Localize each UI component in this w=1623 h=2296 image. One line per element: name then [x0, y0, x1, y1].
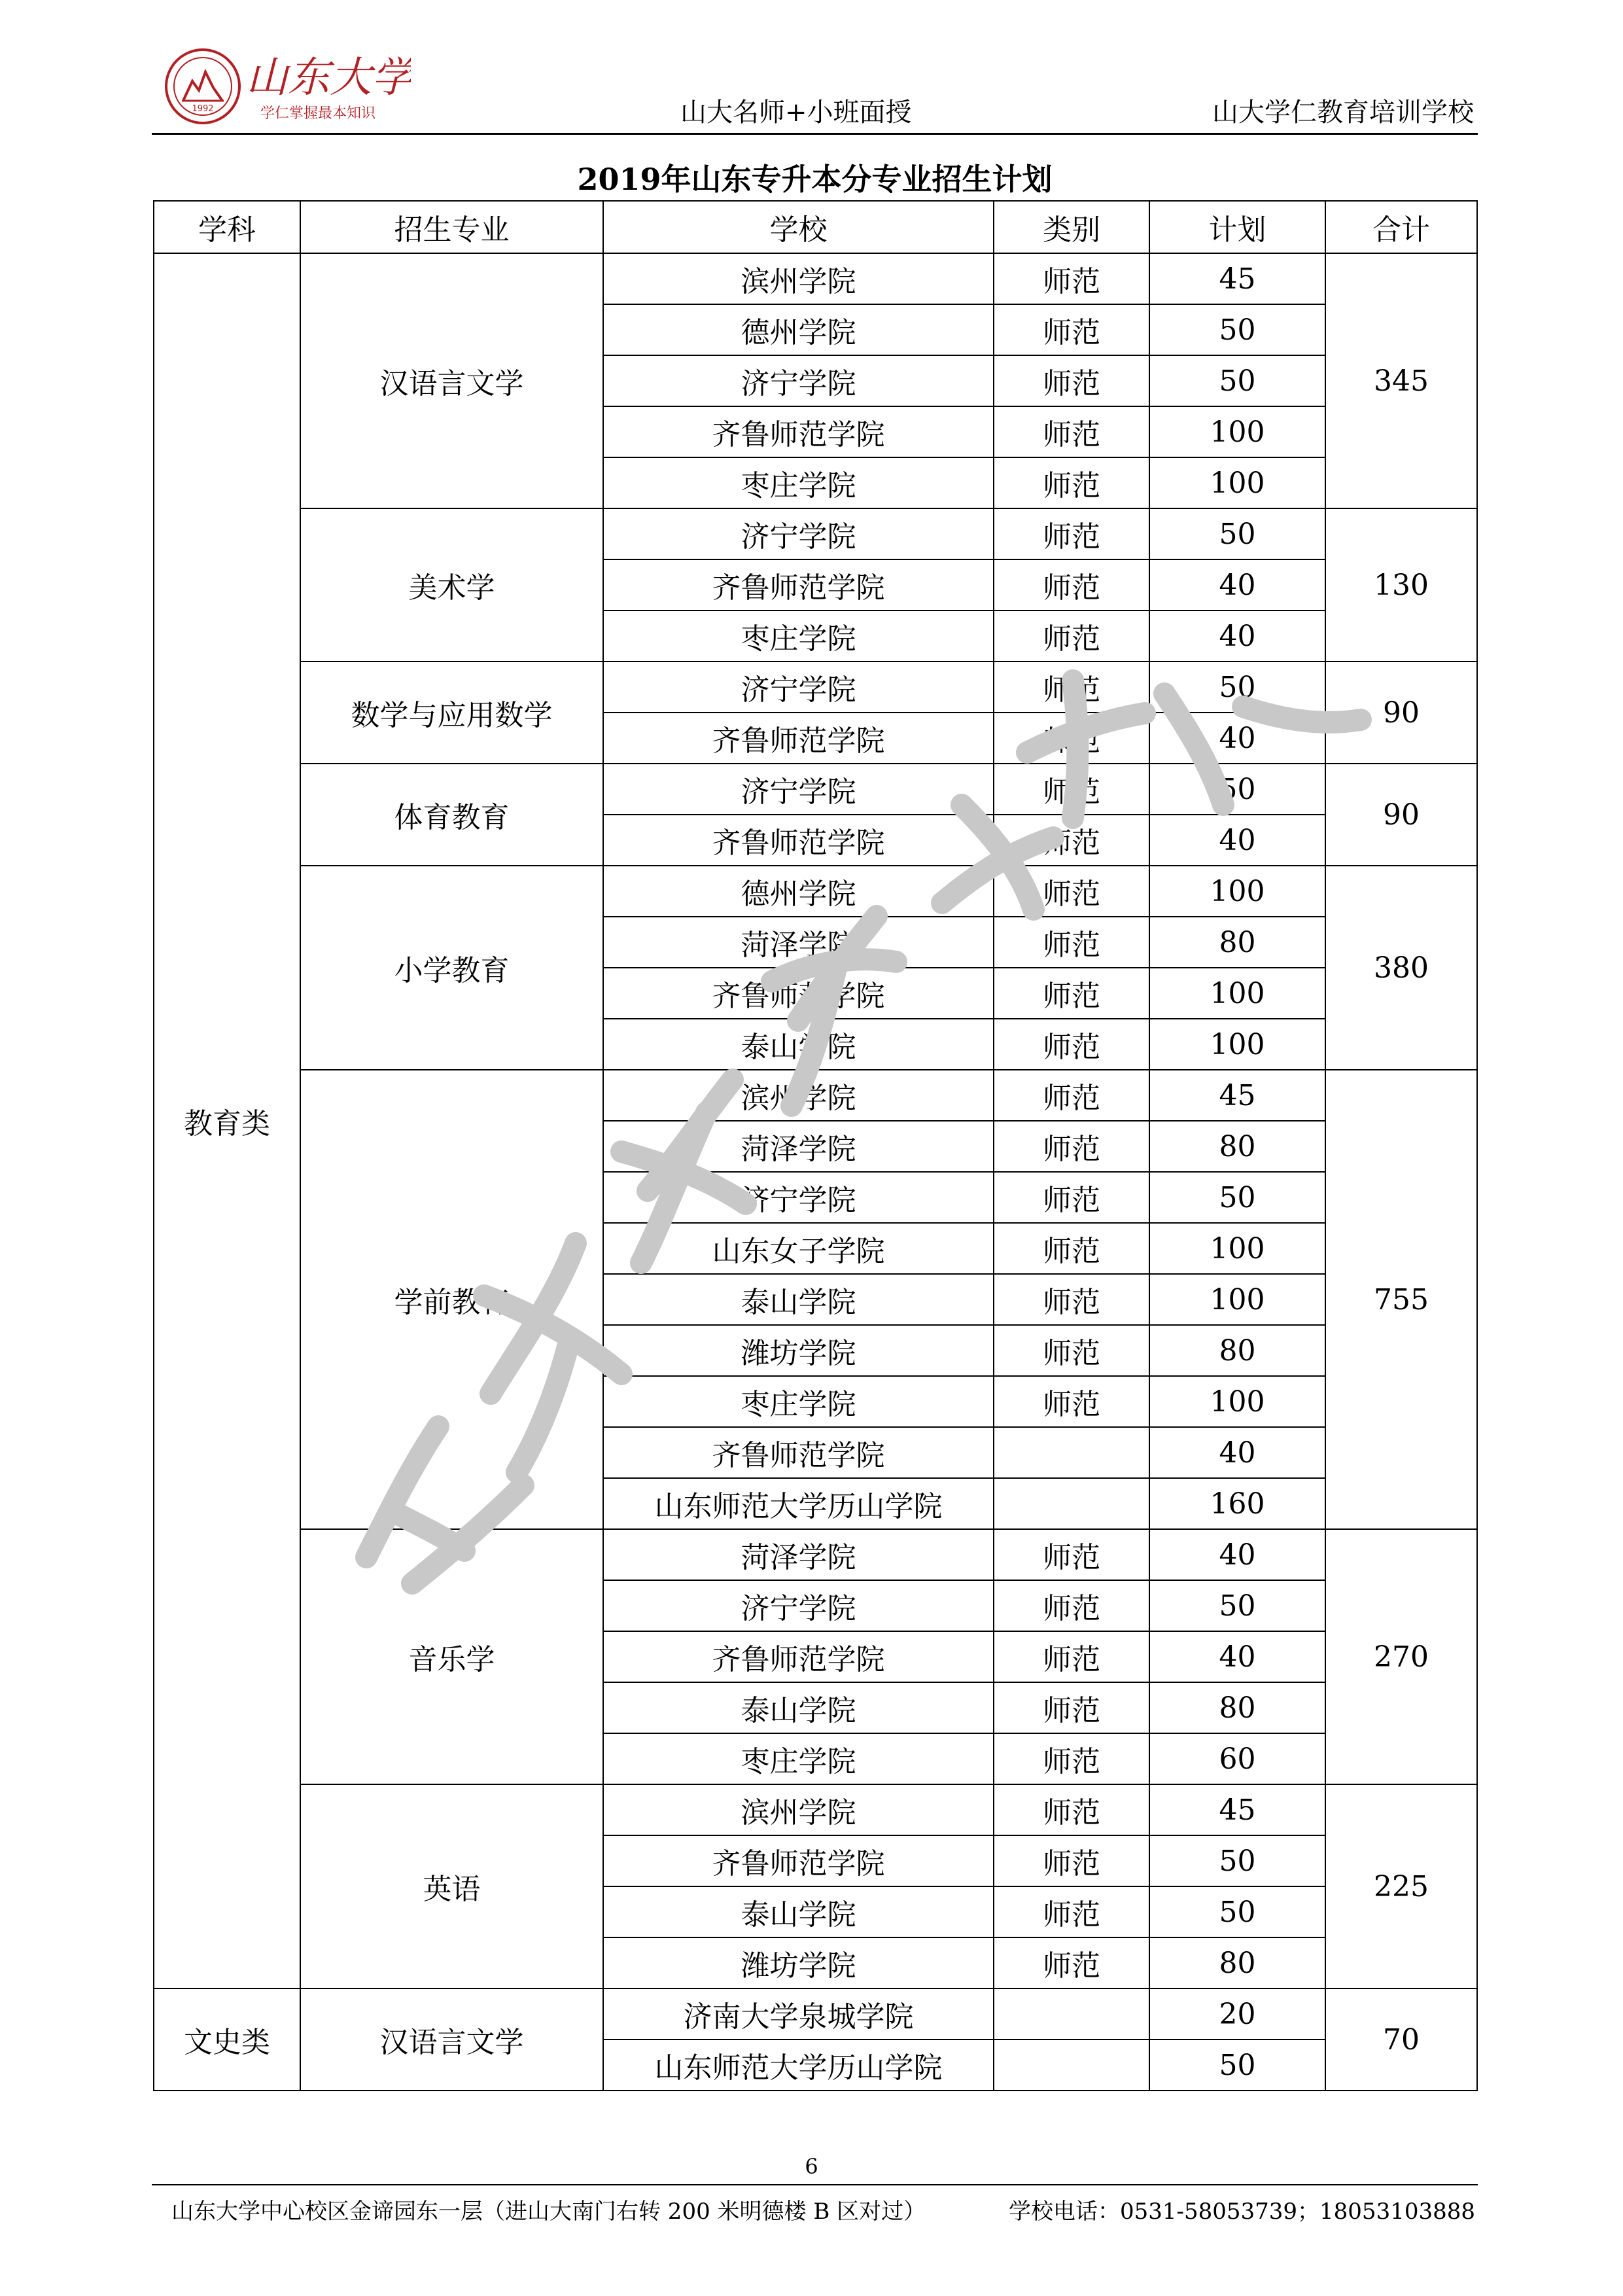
- plan-cell: 20: [1149, 1988, 1325, 2040]
- type-cell: 师范: [994, 1631, 1149, 1682]
- type-cell: 师范: [994, 1529, 1149, 1580]
- school-cell: 泰山学院: [603, 1886, 994, 1937]
- type-cell: 师范: [994, 764, 1149, 815]
- plan-cell: 50: [1149, 1835, 1325, 1886]
- type-cell: 师范: [994, 253, 1149, 304]
- type-cell: 师范: [994, 1121, 1149, 1172]
- type-cell: 师范: [994, 355, 1149, 406]
- svg-text:1992: 1992: [192, 104, 214, 114]
- plan-cell: 50: [1149, 662, 1325, 713]
- footer-divider: [152, 2184, 1478, 2185]
- school-cell: 济宁学院: [603, 1580, 994, 1631]
- plan-cell: 40: [1149, 559, 1325, 610]
- school-cell: 齐鲁师范学院: [603, 968, 994, 1019]
- plan-cell: 100: [1149, 457, 1325, 508]
- school-cell: 齐鲁师范学院: [603, 559, 994, 610]
- total-cell: 225: [1325, 1784, 1477, 1988]
- type-cell: 师范: [994, 917, 1149, 968]
- header-divider: [152, 133, 1478, 135]
- school-cell: 滨州学院: [603, 1070, 994, 1121]
- table-row: [154, 1784, 1477, 1835]
- plan-cell: 100: [1149, 406, 1325, 457]
- school-cell: 菏泽学院: [603, 917, 994, 968]
- type-cell: 师范: [994, 1580, 1149, 1631]
- plan-cell: 40: [1149, 1427, 1325, 1478]
- school-cell: 济宁学院: [603, 508, 994, 559]
- major-cell: 音乐学: [300, 1529, 603, 1784]
- plan-cell: 50: [1149, 1886, 1325, 1937]
- plan-cell: 40: [1149, 1631, 1325, 1682]
- plan-cell: 50: [1149, 355, 1325, 406]
- plan-cell: 50: [1149, 764, 1325, 815]
- school-cell: 泰山学院: [603, 1019, 994, 1070]
- major-cell: 学前教育: [300, 1070, 603, 1529]
- plan-cell: 80: [1149, 1325, 1325, 1376]
- school-cell: 齐鲁师范学院: [603, 713, 994, 764]
- major-cell: 汉语言文学: [300, 1988, 603, 2091]
- column-header: 学校: [603, 201, 994, 253]
- type-cell: [994, 1988, 1149, 2040]
- plan-cell: 45: [1149, 253, 1325, 304]
- plan-cell: 160: [1149, 1478, 1325, 1529]
- plan-cell: 100: [1149, 1274, 1325, 1325]
- type-cell: 师范: [994, 1886, 1149, 1937]
- type-cell: 师范: [994, 1784, 1149, 1835]
- table-row: [154, 1070, 1477, 1121]
- school-cell: 德州学院: [603, 304, 994, 355]
- type-cell: 师范: [994, 968, 1149, 1019]
- plan-cell: 60: [1149, 1733, 1325, 1784]
- plan-cell: 40: [1149, 610, 1325, 662]
- type-cell: 师范: [994, 406, 1149, 457]
- plan-cell: 40: [1149, 713, 1325, 764]
- plan-cell: 45: [1149, 1070, 1325, 1121]
- total-cell: 380: [1325, 866, 1477, 1070]
- school-cell: 德州学院: [603, 866, 994, 917]
- plan-cell: 80: [1149, 917, 1325, 968]
- school-cell: 潍坊学院: [603, 1937, 994, 1988]
- total-cell: 755: [1325, 1070, 1477, 1529]
- school-cell: 枣庄学院: [603, 457, 994, 508]
- type-cell: 师范: [994, 508, 1149, 559]
- school-cell: 济宁学院: [603, 1172, 994, 1223]
- type-cell: 师范: [994, 559, 1149, 610]
- type-cell: 师范: [994, 457, 1149, 508]
- plan-cell: 40: [1149, 1529, 1325, 1580]
- plan-cell: 100: [1149, 1223, 1325, 1274]
- school-cell: 齐鲁师范学院: [603, 1631, 994, 1682]
- school-cell: 山东师范大学历山学院: [603, 2040, 994, 2091]
- type-cell: 师范: [994, 610, 1149, 662]
- university-logo: [162, 41, 411, 132]
- plan-cell: 50: [1149, 2040, 1325, 2091]
- type-cell: 师范: [994, 866, 1149, 917]
- type-cell: [994, 2040, 1149, 2091]
- school-cell: 济宁学院: [603, 662, 994, 713]
- page-title: 2019年山东专升本分专业招生计划: [577, 162, 1053, 197]
- plan-cell: 50: [1149, 304, 1325, 355]
- school-cell: 山东师范大学历山学院: [603, 1478, 994, 1529]
- school-cell: 滨州学院: [603, 253, 994, 304]
- plan-cell: 50: [1149, 1580, 1325, 1631]
- table-header-row: [154, 201, 1477, 253]
- total-cell: 345: [1325, 253, 1477, 508]
- school-cell: 泰山学院: [603, 1274, 994, 1325]
- page-number: 6: [805, 2154, 818, 2179]
- total-cell: 270: [1325, 1529, 1477, 1784]
- subject-cell: 文史类: [154, 1988, 300, 2091]
- school-cell: 泰山学院: [603, 1682, 994, 1733]
- table-body: [154, 253, 1477, 2091]
- type-cell: 师范: [994, 1682, 1149, 1733]
- plan-cell: 80: [1149, 1937, 1325, 1988]
- column-header: 计划: [1149, 201, 1325, 253]
- table-row: [154, 866, 1477, 917]
- svg-text:山东大学: 山东大学: [246, 54, 411, 102]
- type-cell: 师范: [994, 1937, 1149, 1988]
- type-cell: 师范: [994, 1733, 1149, 1784]
- school-cell: 山东女子学院: [603, 1223, 994, 1274]
- plan-cell: 80: [1149, 1121, 1325, 1172]
- type-cell: 师范: [994, 1835, 1149, 1886]
- type-cell: 师范: [994, 1070, 1149, 1121]
- major-cell: 小学教育: [300, 866, 603, 1070]
- major-cell: 美术学: [300, 508, 603, 662]
- type-cell: 师范: [994, 1376, 1149, 1427]
- major-cell: 汉语言文学: [300, 253, 603, 508]
- school-cell: 济宁学院: [603, 764, 994, 815]
- type-cell: 师范: [994, 1274, 1149, 1325]
- type-cell: 师范: [994, 1172, 1149, 1223]
- plan-cell: 45: [1149, 1784, 1325, 1835]
- total-cell: 70: [1325, 1988, 1477, 2091]
- school-cell: 枣庄学院: [603, 1733, 994, 1784]
- plan-cell: 100: [1149, 866, 1325, 917]
- table-row: [154, 764, 1477, 815]
- type-cell: 师范: [994, 713, 1149, 764]
- table-row: [154, 662, 1477, 713]
- table-row: [154, 1529, 1477, 1580]
- plan-cell: 50: [1149, 508, 1325, 559]
- school-cell: 枣庄学院: [603, 610, 994, 662]
- plan-cell: 100: [1149, 1376, 1325, 1427]
- school-cell: 滨州学院: [603, 1784, 994, 1835]
- subject-cell: 教育类: [154, 253, 300, 1988]
- total-cell: 90: [1325, 764, 1477, 866]
- school-cell: 菏泽学院: [603, 1529, 994, 1580]
- major-cell: 体育教育: [300, 764, 603, 866]
- school-cell: 齐鲁师范学院: [603, 1427, 994, 1478]
- header-slogan: 山大名师+小班面授: [680, 97, 912, 128]
- school-cell: 济南大学泉城学院: [603, 1988, 994, 2040]
- enrollment-plan-table: [153, 200, 1478, 2091]
- major-cell: 数学与应用数学: [300, 662, 603, 764]
- plan-cell: 80: [1149, 1682, 1325, 1733]
- column-header: 类别: [994, 201, 1149, 253]
- type-cell: 师范: [994, 304, 1149, 355]
- table-row: [154, 1988, 1477, 2040]
- plan-cell: 40: [1149, 815, 1325, 866]
- type-cell: 师范: [994, 662, 1149, 713]
- footer-address: 山东大学中心校区金谛园东一层（进山大南门右转 200 米明德楼 B 区对过）: [171, 2199, 926, 2225]
- type-cell: 师范: [994, 1019, 1149, 1070]
- total-cell: 130: [1325, 508, 1477, 662]
- column-header: 学科: [154, 201, 300, 253]
- school-cell: 齐鲁师范学院: [603, 406, 994, 457]
- table-row: [154, 508, 1477, 559]
- school-cell: 济宁学院: [603, 355, 994, 406]
- type-cell: [994, 1478, 1149, 1529]
- type-cell: 师范: [994, 1223, 1149, 1274]
- header-school-name: 山大学仁教育培训学校: [1212, 97, 1474, 128]
- plan-cell: 50: [1149, 1172, 1325, 1223]
- svg-text:学仁掌握最本知识: 学仁掌握最本知识: [260, 105, 376, 122]
- type-cell: [994, 1427, 1149, 1478]
- major-cell: 英语: [300, 1784, 603, 1988]
- total-cell: 90: [1325, 662, 1477, 764]
- column-header: 合计: [1325, 201, 1477, 253]
- school-cell: 潍坊学院: [603, 1325, 994, 1376]
- type-cell: 师范: [994, 1325, 1149, 1376]
- school-cell: 齐鲁师范学院: [603, 1835, 994, 1886]
- plan-cell: 100: [1149, 968, 1325, 1019]
- plan-cell: 100: [1149, 1019, 1325, 1070]
- column-header: 招生专业: [300, 201, 603, 253]
- type-cell: 师范: [994, 815, 1149, 866]
- school-cell: 菏泽学院: [603, 1121, 994, 1172]
- school-cell: 齐鲁师范学院: [603, 815, 994, 866]
- school-cell: 枣庄学院: [603, 1376, 994, 1427]
- footer-phone: 学校电话：0531-58053739；18053103888: [1008, 2199, 1475, 2225]
- table-row: [154, 253, 1477, 304]
